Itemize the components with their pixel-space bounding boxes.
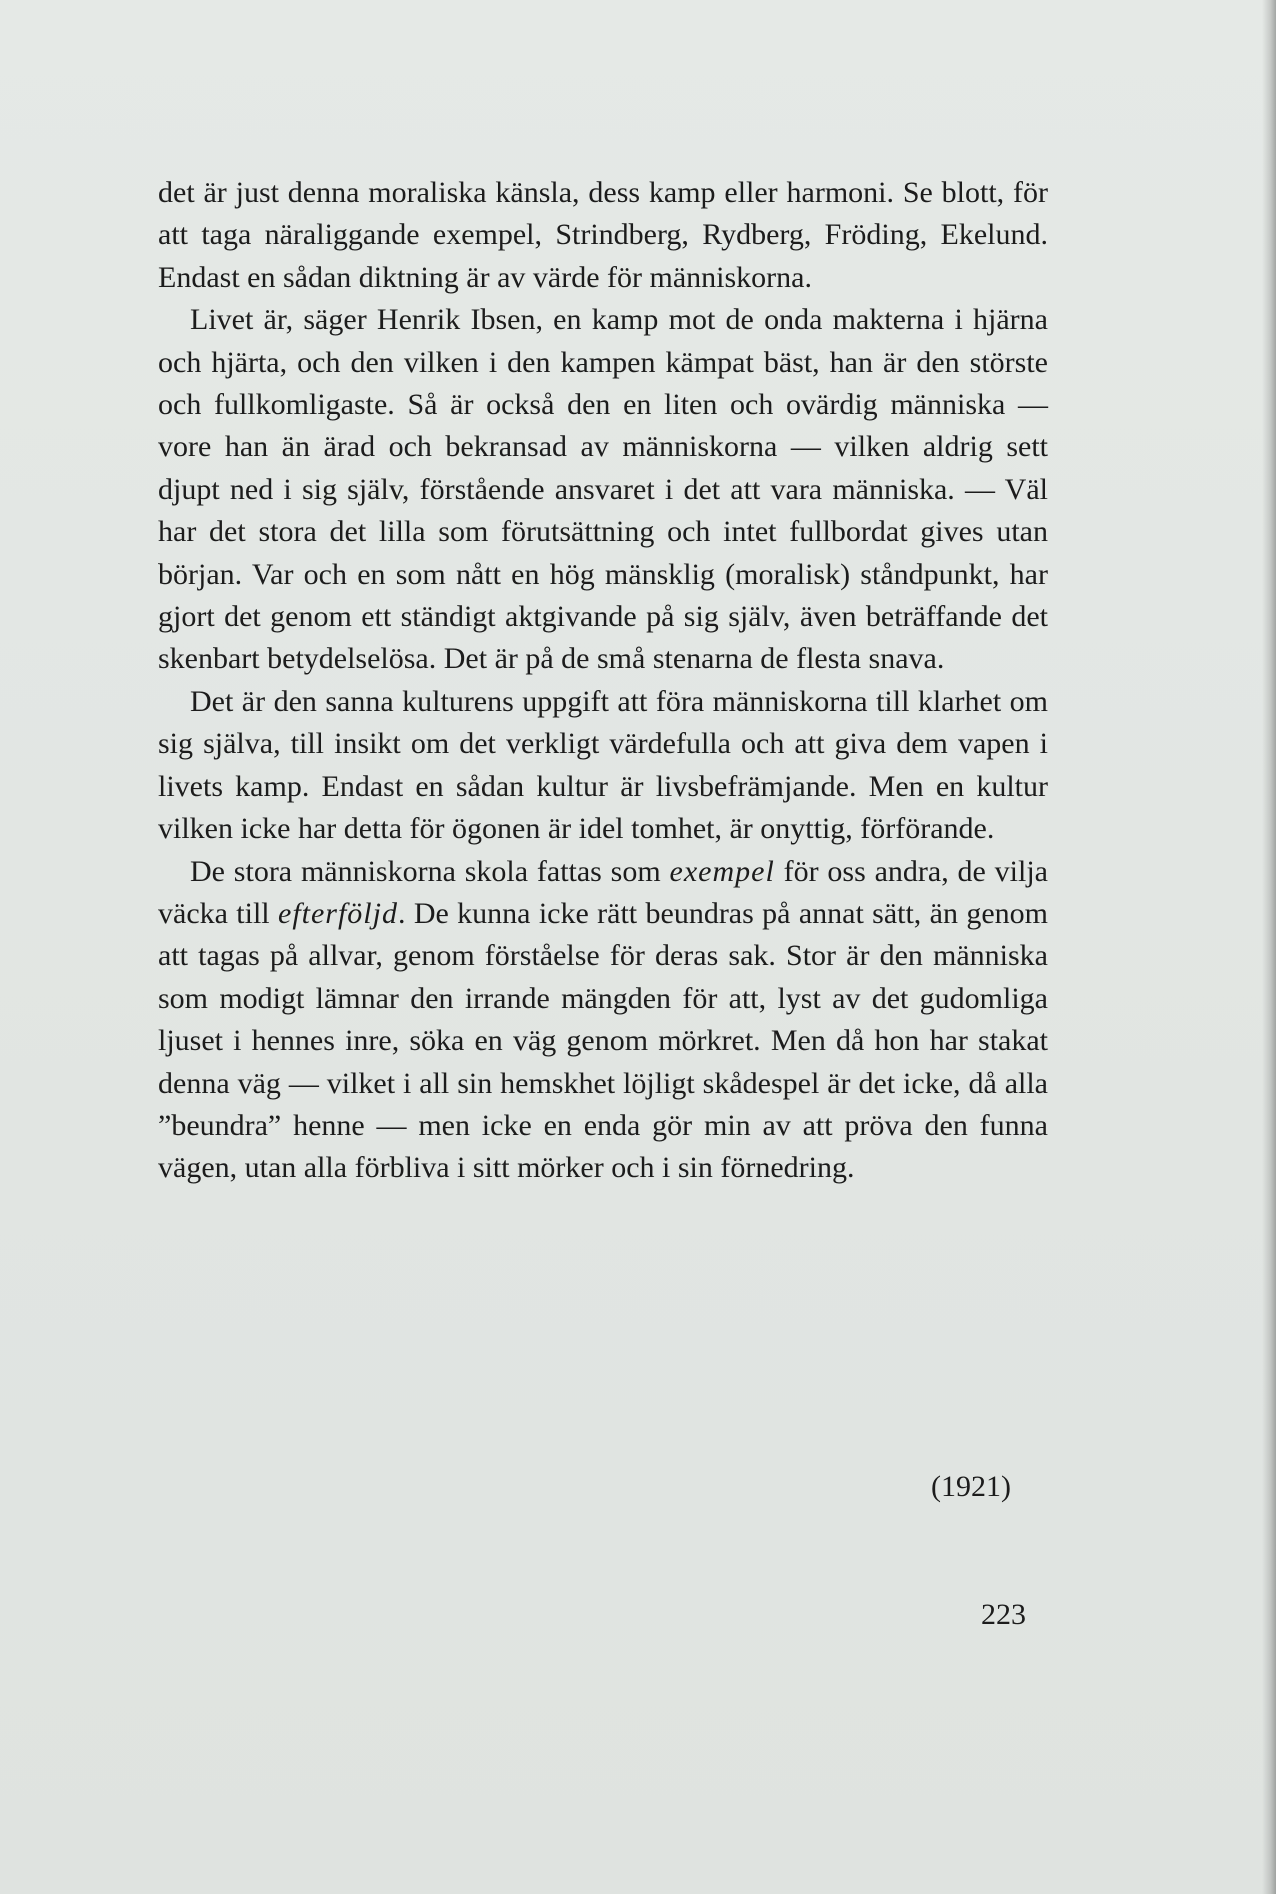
paragraph-2 [158,299,1048,681]
page-edge-shadow [1262,0,1276,1894]
paragraph-4-text-b: för oss andra, de vilja väcka till [158,854,1048,930]
paragraph-3 [158,681,1048,851]
paragraph-2-text: Livet är, säger Henrik Ibsen, en kamp mot de onda makterna i hjärna och hjärta, och den vilken i den kampen kämpat bäst, han är den störste och fullkomligaste. Så är också den en liten och ovärdig människa — vore han än ärad och bekransad av människorna — vilken aldrig sett djupt ned i sig själv, förstående ansvaret i det att vara människa. — Väl har det stora det lilla som förutsättning och intet fullbordat gives utan början. Var och en som nått en hög mänsklig (moralisk) ståndpunkt, har gjort det genom ett ständigt aktgivande på sig själv, även beträffande det skenbart betydelselösa. Det är på de små stenarna de flesta snava. [158,303,1048,676]
italic-word-exempel: exempel [669,854,775,888]
paragraph-1 [158,172,1048,299]
page-number: 223 [981,1598,1026,1631]
body-text [158,172,1048,1190]
date-year: (1921) [931,1470,1011,1503]
italic-word-efterfoljd: efterföljd [278,896,398,930]
paragraph-3-text: Det är den sanna kulturens uppgift att föra människorna till klarhet om sig själva, till insikt om det verkligt värdefulla och att giva dem vapen i livets kamp. Endast en sådan kultur är livsbefrämjande. Men en kultur vilken icke har detta för ögonen är idel tomhet, är onyttig, förförande. [158,684,1048,846]
paragraph-4-text-a: De stora människorna skola fattas som [190,854,670,888]
paragraph-4 [158,851,1048,1190]
paragraph-1-text: det är just denna moraliska känsla, dess kamp eller harmoni. Se blott, för att taga näraliggande exempel, Strindberg, Rydberg, Fröding, Ekelund. Endast en sådan diktning är av värde för människorna. [158,176,1048,294]
paragraph-4-text-c: . De kunna icke rätt beundras på annat sätt, än genom att tagas på allvar, genom förståelse för deras sak. Stor är den människa som modigt lämnar den irrande mängden för att, lyst av det gudomliga ljuset i hennes inre, söka en väg genom mörkret. Men då hon har stakat denna väg — vilket i all sin hemskhet löjligt skådespel är det icke, då alla ”beundra” henne — men icke en enda gör min av att pröva den funna vägen, utan alla förbliva i sitt mörker och i sin förnedring. [158,896,1048,1185]
